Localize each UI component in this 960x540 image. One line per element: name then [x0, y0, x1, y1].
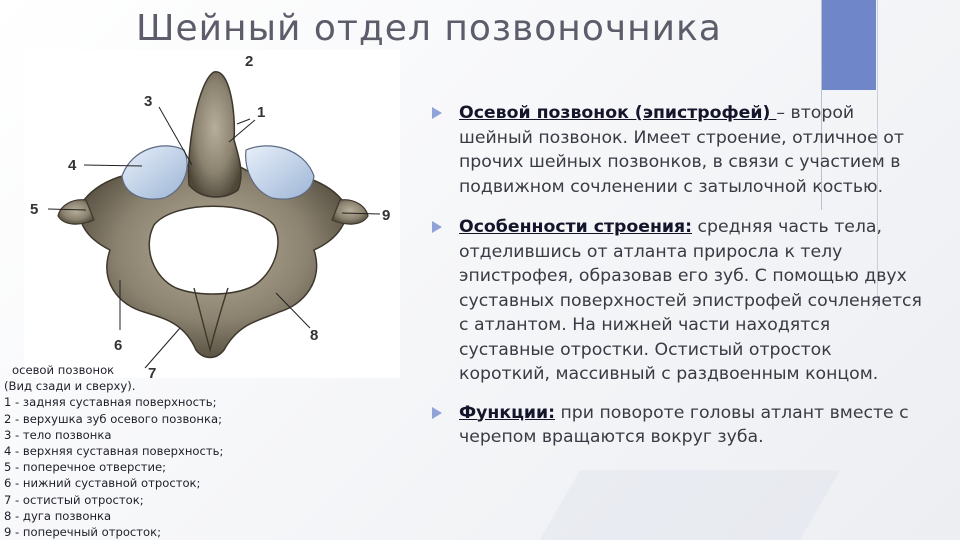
bullet-item	[432, 401, 927, 450]
callout-number: 6	[114, 337, 123, 354]
axis-vertebra-illustration	[24, 50, 400, 378]
caption-title: осевой позвонок	[12, 363, 115, 377]
caption-item: 5 - поперечное отверстие;	[4, 460, 167, 475]
caption-view: (Вид сзади и сверху).	[4, 379, 136, 394]
dens	[189, 72, 241, 197]
bullet-text: – второй шейный позвонок. Имеет строение, отличное от прочих шейных позвонков, в связи с участием в подвижном сочленении с затылочной костью.	[459, 103, 904, 197]
callout-number: 4	[68, 157, 77, 174]
callout-number: 7	[148, 365, 157, 378]
bullet-arrow-icon	[432, 407, 442, 419]
bullet-term: Функции:	[459, 402, 556, 423]
slide-title: Шейный отдел позвоночника	[136, 8, 722, 49]
caption-item: 1 - задняя суставная поверхность;	[4, 395, 217, 410]
background-decoration	[540, 470, 840, 540]
callout-number: 1	[257, 104, 266, 121]
callout-number: 3	[144, 93, 153, 110]
caption-item: 8 - дуга позвонка	[4, 508, 112, 523]
caption-item: 7 - остистый отросток;	[4, 492, 144, 507]
bullet-arrow-icon	[432, 221, 442, 233]
callout-number: 2	[245, 53, 254, 70]
callout-number: 8	[310, 327, 319, 344]
caption-item: 9 - поперечный отросток;	[4, 525, 162, 540]
bullet-text: средняя часть тела, отделившись от атланта приросла к телу эпистрофея, образовав его зуб. С помощью двух суставных поверхностей эпистрофей сочленяется с атлантом. На нижней части находятся суставные отростки. Остистый отросток короткий, массивный с раздвоенным концом.	[459, 217, 922, 384]
accent-bar	[822, 0, 876, 90]
figure-caption	[4, 362, 334, 540]
callout-number: 5	[30, 201, 39, 218]
bullet-text: при повороте головы атлант вместе с черепом вращаются вокруг зуба.	[459, 402, 909, 447]
caption-item: 4 - верхняя суставная поверхность;	[4, 444, 224, 459]
bullet-term: Осевой позвонок (эпистрофей)	[459, 103, 777, 123]
vertebra-drawing	[24, 50, 400, 378]
bullet-item	[432, 215, 927, 387]
caption-item: 3 - тело позвонка	[4, 427, 112, 442]
bullet-item	[432, 101, 927, 199]
content-bullets	[432, 101, 927, 450]
caption-item: 2 - верхушка зуб осевого позвонка;	[4, 411, 222, 426]
caption-item: 6 - нижний суставной отросток;	[4, 476, 201, 491]
bullet-term: Особенности строения:	[459, 217, 693, 237]
vertebral-foramen	[149, 206, 278, 294]
callout-number: 9	[382, 207, 391, 224]
bullet-arrow-icon	[432, 107, 442, 119]
